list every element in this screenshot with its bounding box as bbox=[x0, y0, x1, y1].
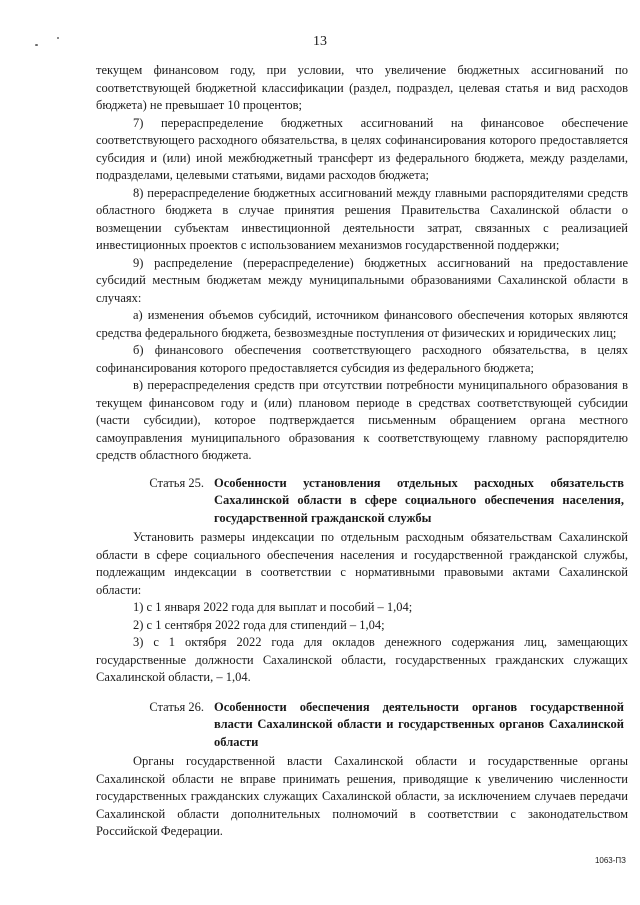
paragraph: б) финансового обеспечения соответствующего расходного обязательства, в целях софинансирования которого предоставляется субсидия из федерального бюджета; bbox=[96, 343, 628, 375]
article-26-title: Особенности обеспечения деятельности органов государственной власти Сахалинской области и государственных органов Сахалинской области bbox=[214, 699, 624, 749]
page-number: 13 bbox=[313, 34, 327, 49]
article-26-body bbox=[96, 753, 628, 841]
paragraph: 7) перераспределение бюджетных ассигнований на финансовое обеспечение соответствующего расходного обязательства, в целях софинансирования которого предоставляется субсидия и (или) иной межбюджетный трансферт из федерального бюджета, между разделами, подразделами, целевыми статьями, видами расходов бюджета; bbox=[96, 115, 628, 182]
paragraph: 2) с 1 сентября 2022 года для стипендий – 1,04; bbox=[133, 617, 385, 632]
document-code: 1063-ПЗ bbox=[594, 856, 626, 865]
article-26-label: Статья 26. bbox=[149, 699, 204, 714]
paragraph: Установить размеры индексации по отдельным расходным обязательствам Сахалинской области в сфере социального обеспечения населения и государственной гражданской службы, подлежащим индексации в соответствии с нормативными правовыми актами Сахалинской области: bbox=[96, 530, 628, 597]
article-25-title: Особенности установления отдельных расходных обязательств Сахалинской области в сфере социального обеспечения населения, государственной гражданской службы bbox=[214, 475, 624, 525]
article-25-heading bbox=[96, 475, 628, 528]
paragraph: 9) распределение (перераспределение) бюджетных ассигнований на предоставление субсидий местным бюджетам между муниципальными образованиями Сахалинской области в случаях: bbox=[96, 255, 628, 305]
article-25-body bbox=[96, 529, 628, 687]
paragraphs-top bbox=[96, 62, 628, 465]
paragraph: Органы государственной власти Сахалинской области и государственные органы Сахалинской области не вправе принимать решения, приводящие к увеличению численности государственных гражданских служащих Сахалинской области, за исключением случаев передачи Сахалинской области дополнительных полномочий в соответствии с законодательством Российской Федерации. bbox=[96, 754, 628, 838]
article-25-label: Статья 25. bbox=[149, 475, 204, 490]
paragraph: 8) перераспределение бюджетных ассигнований между главными распорядителями средств областного бюджета в случае принятия решения Правительства Сахалинской области о возмещении субъектам инвестиционной деятельности затрат, связанных с реализацией инвестиционных проектов с использованием механизмов государственной поддержки; bbox=[96, 185, 628, 252]
paragraph: текущем финансовом году, при условии, что увеличение бюджетных ассигнований по соответствующей бюджетной классификации (раздел, подраздел, целевая статья и вид расходов бюджета) не превышает 10 процентов; bbox=[96, 63, 628, 112]
paragraph: 3) с 1 октября 2022 года для окладов денежного содержания лиц, замещающих государственные должности Сахалинской области, государственных гражданских служащих Сахалинской области, – 1,04. bbox=[96, 635, 628, 684]
paragraph: а) изменения объемов субсидий, источником финансового обеспечения которых являются средства федерального бюджета, безвозмездные поступления от физических и юридических лиц; bbox=[96, 308, 628, 340]
paragraph: в) перераспределения средств при отсутствии потребности муниципального образования в текущем финансовом году и (или) плановом периоде в средствах соответствующей субсидии (части субсидии), которое подтверждается письменным обращением органа местного самоуправления муниципального образования к соответствующему главному распорядителю средств областного бюджета. bbox=[96, 378, 628, 462]
paragraph: 1) с 1 января 2022 года для выплат и пособий – 1,04; bbox=[133, 600, 413, 614]
article-26-heading bbox=[96, 699, 628, 752]
document-body bbox=[96, 62, 628, 841]
